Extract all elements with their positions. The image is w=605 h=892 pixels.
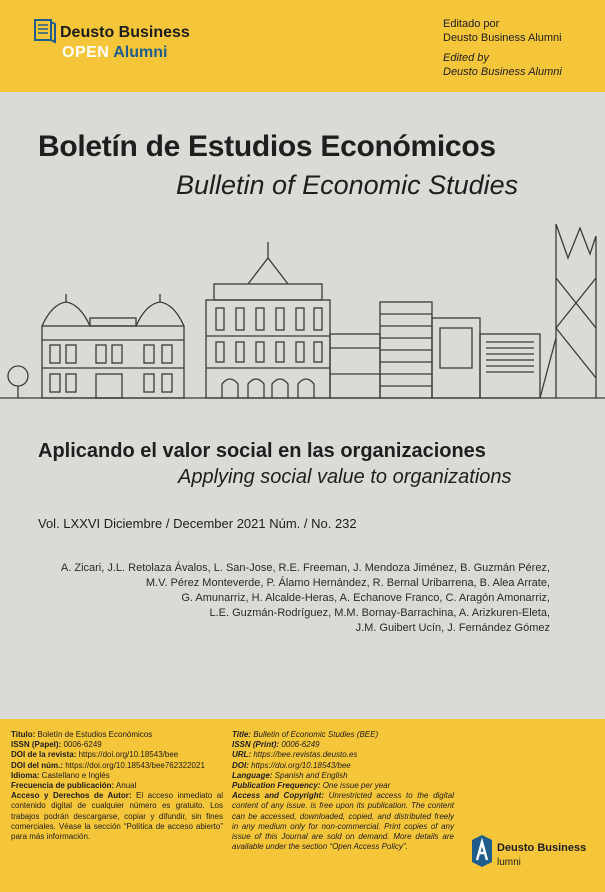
footer-logo-subtext: lumni (497, 857, 521, 868)
edited-by-en: Edited by (443, 52, 489, 64)
info-value: Boletín de Estudios Económicos (35, 730, 153, 739)
deusto-a-logo-icon (470, 834, 494, 868)
info-label: ISSN (Papel): (11, 740, 62, 750)
info-value: https://bee.revistas.deusto.es (251, 750, 358, 760)
issue-topic-es: Aplicando el valor social en las organizaciones (38, 440, 486, 462)
info-row (11, 761, 223, 771)
info-row (232, 761, 454, 771)
journal-title-en: Bulletin of Economic Studies (176, 170, 519, 200)
info-value: Castellano e Inglés (39, 770, 110, 780)
info-label: Access and Copyright: (232, 791, 324, 801)
edited-by-es-name: Deusto Business Alumni (443, 32, 562, 44)
info-label: DOI: (232, 760, 249, 770)
access-rights-es (11, 791, 223, 842)
authors-line: M.V. Pérez Monteverde, P. Álamo Hernández, R. Bernal Uribarrena, B. Alea Arrate, (145, 577, 550, 589)
info-row (11, 730, 223, 740)
info-value: Anual (114, 781, 137, 791)
info-row (11, 781, 223, 791)
info-label: Title: (232, 730, 251, 739)
volume-line: Vol. LXXVI Diciembre / December 2021 Núm. / No. 232 (38, 516, 357, 531)
info-value: El acceso inmediato al contenido digital de cualquier número es gratuito. Los trabajos podrán descargarse, copiar y difundir, sin fines comerciales. Véase la sección “Política de acceso abierto” para más información. (11, 791, 223, 842)
info-row (232, 781, 454, 791)
info-row (11, 750, 223, 760)
edited-by-en-name: Deusto Business Alumni (443, 66, 562, 78)
authors-line: J.M. Guibert Ucín, J. Fernández Gómez (355, 622, 550, 634)
editor-info (443, 17, 562, 79)
header-band (0, 0, 605, 92)
logo-text-open-alumni (62, 44, 167, 62)
journal-title-es: Boletín de Estudios Económicos (38, 130, 496, 163)
access-rights-en (232, 791, 454, 852)
info-row (11, 740, 223, 750)
logo-text-alumni: Alumni (113, 44, 168, 61)
info-value: Bulletin of Economic Studies (BEE) (250, 730, 379, 739)
info-row (11, 771, 223, 781)
authors-list (20, 561, 550, 636)
info-label: ISSN (Print): (232, 740, 280, 750)
footer-info-es (11, 730, 223, 842)
info-value: https://doi.org/10.18543/bee762322021 (63, 760, 205, 770)
info-label: DOI del núm.: (11, 760, 63, 770)
info-row (232, 771, 454, 781)
info-label: URL: (232, 750, 252, 760)
info-value: https://doi.org/10.18543/bee (248, 760, 351, 770)
info-label: Publication Frequency: (232, 781, 321, 791)
info-value: https://doi.org/10.18543/bee (76, 750, 179, 760)
info-label: Language: (232, 770, 273, 780)
info-label: DOI de la revista: (11, 750, 77, 760)
authors-line: L.E. Guzmán-Rodríguez, M.M. Bornay-Barrachina, A. Arizkuren-Eleta, (209, 607, 550, 619)
info-value: 0006-6249 (279, 740, 320, 750)
footer-logo-text: Deusto Business (497, 842, 587, 854)
edited-by-es: Editado por (443, 18, 500, 30)
book-logo-icon (34, 18, 56, 56)
info-value: 0006-6249 (61, 740, 102, 750)
info-value: Spanish and English (272, 770, 348, 780)
info-label: Idioma: (11, 770, 40, 780)
logo-text-open: OPEN (62, 44, 110, 61)
issue-topic-en: Applying social value to organizations (178, 466, 512, 488)
info-row (232, 750, 454, 760)
info-label: Acceso y Derechos de Autor: (11, 791, 132, 801)
footer-info-en (232, 730, 454, 852)
info-value: Unrestricted access to the digital content of any issue. is free upon its publication. The content can be accessed, downloaded, copied, and distributed freely in any medium only for non-commercial. Print copies of any issue of this Journal are sold on demand. More details are available under the section “Open Access Policy”. (232, 791, 454, 852)
authors-line: A. Zicari, J.L. Retolaza Ávalos, L. San-Jose, R.E. Freeman, J. Mendoza Jiménez, B. Guzmán Pérez, (60, 562, 550, 574)
info-value: One issue per year (320, 781, 391, 791)
info-label: Titulo: (11, 730, 36, 739)
city-skyline-illustration (0, 218, 605, 403)
authors-line: G. Amunarriz, H. Alcalde-Heras, A. Echanove Franco, C. Aragón Amonarriz, (181, 592, 550, 604)
info-row (232, 740, 454, 750)
logo-text-deusto: Deusto Business (60, 24, 190, 41)
info-label: Frecuencia de publicación: (11, 781, 115, 791)
info-row (232, 730, 454, 740)
